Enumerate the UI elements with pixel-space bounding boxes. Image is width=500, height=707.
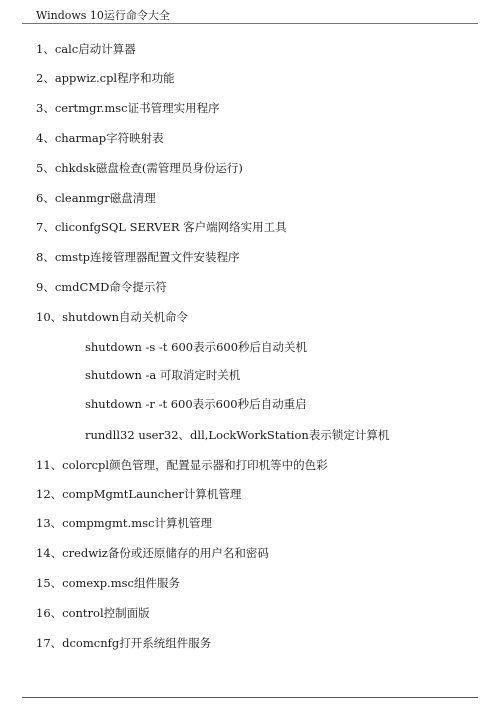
list-item: 2、appwiz.cpl程序和功能 (36, 71, 175, 85)
document-title: Windows 10运行命令大全 (36, 9, 170, 22)
list-item: 14、credwiz备份或还原储存的用户名和密码 (36, 546, 269, 560)
list-item: 5、chkdsk磁盘检查(需管理员身份运行) (36, 161, 243, 175)
shutdown-example: rundll32 user32、dll,LockWorkStation表示锁定计算机 (85, 428, 390, 442)
list-item: 10、shutdown自动关机命令 (36, 310, 189, 324)
list-item: 17、dcomcnfg打开系统组件服务 (36, 636, 212, 650)
list-item: 8、cmstp连接管理器配置文件安装程序 (36, 250, 240, 264)
footer-rule (22, 697, 478, 698)
header-rule (22, 23, 478, 24)
list-item: 13、compmgmt.msc计算机管理 (36, 516, 212, 530)
list-item: 1、calc启动计算器 (36, 42, 136, 56)
shutdown-example: shutdown -s -t 600表示600秒后自动关机 (85, 340, 308, 354)
list-item: 7、cliconfgSQL SERVER 客户端网络实用工具 (36, 220, 287, 234)
shutdown-example: shutdown -a 可取消定时关机 (85, 368, 241, 382)
list-item: 11、colorcpl颜色管理，配置显示器和打印机等中的色彩 (36, 458, 328, 472)
shutdown-example: shutdown -r -t 600表示600秒后自动重启 (85, 397, 307, 411)
list-item: 16、control控制面版 (36, 606, 150, 620)
list-item: 3、certmgr.msc证书管理实用程序 (36, 101, 220, 115)
list-item: 6、cleanmgr磁盘清理 (36, 191, 156, 205)
list-item: 9、cmdCMD命令提示符 (36, 280, 167, 294)
list-item: 15、comexp.msc组件服务 (36, 576, 180, 590)
list-item: 12、compMgmtLauncher计算机管理 (36, 487, 242, 501)
list-item: 4、charmap字符映射表 (36, 131, 164, 145)
